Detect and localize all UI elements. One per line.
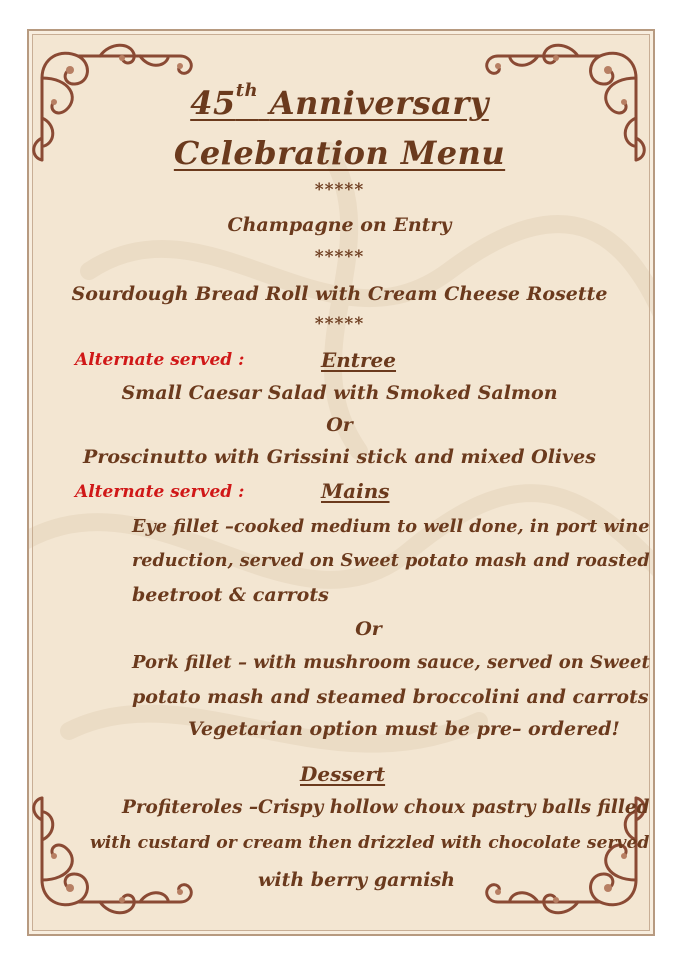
entree-or: Or [326, 414, 353, 436]
mains-option-2-line: Pork fillet – with mushroom sauce, served on Sweet [132, 652, 650, 673]
entree-option-2: Proscinutto with Grissini stick and mixed Olives [83, 446, 596, 468]
entree-option-1: Small Caesar Salad with Smoked Salmon [121, 382, 558, 404]
mains-option-1-line: Eye fillet –cooked medium to well done, in port wine [132, 516, 650, 537]
vegetarian-note: Vegetarian option must be pre– ordered! [188, 718, 620, 740]
welcome-drink: Champagne on Entry [227, 214, 452, 236]
title-suffix: th [235, 80, 259, 101]
mains-option-1-line: beetroot & carrots [132, 584, 329, 606]
alternate-served-label-mains: Alternate served : [75, 482, 245, 502]
title-word: Anniversary [269, 84, 489, 122]
dessert-line: Profiteroles –Crispy hollow choux pastry balls filled [122, 797, 650, 818]
dessert-line: with custard or cream then drizzled with chocolate served [90, 833, 650, 853]
mains-option-1-line: reduction, served on Sweet potato mash and roasted [132, 550, 650, 571]
bread-course: Sourdough Bread Roll with Cream Cheese Rosette [71, 283, 608, 305]
mains-option-2-line: potato mash and steamed broccolini and carrots [132, 686, 649, 708]
mains-or: Or [355, 618, 382, 640]
mains-heading: Mains [321, 479, 390, 503]
title-number: 45 [190, 84, 236, 122]
separator-3: ***** [314, 314, 365, 334]
menu-title-line-2: Celebration Menu [173, 134, 506, 172]
dessert-line: with berry garnish [258, 869, 455, 891]
separator-2: ***** [314, 247, 365, 267]
entree-heading: Entree [321, 348, 397, 372]
dessert-heading: Dessert [300, 762, 386, 786]
menu-title-line-1 [0, 80, 679, 122]
alternate-served-label-entree: Alternate served : [75, 350, 245, 370]
separator-1: ***** [314, 180, 365, 200]
